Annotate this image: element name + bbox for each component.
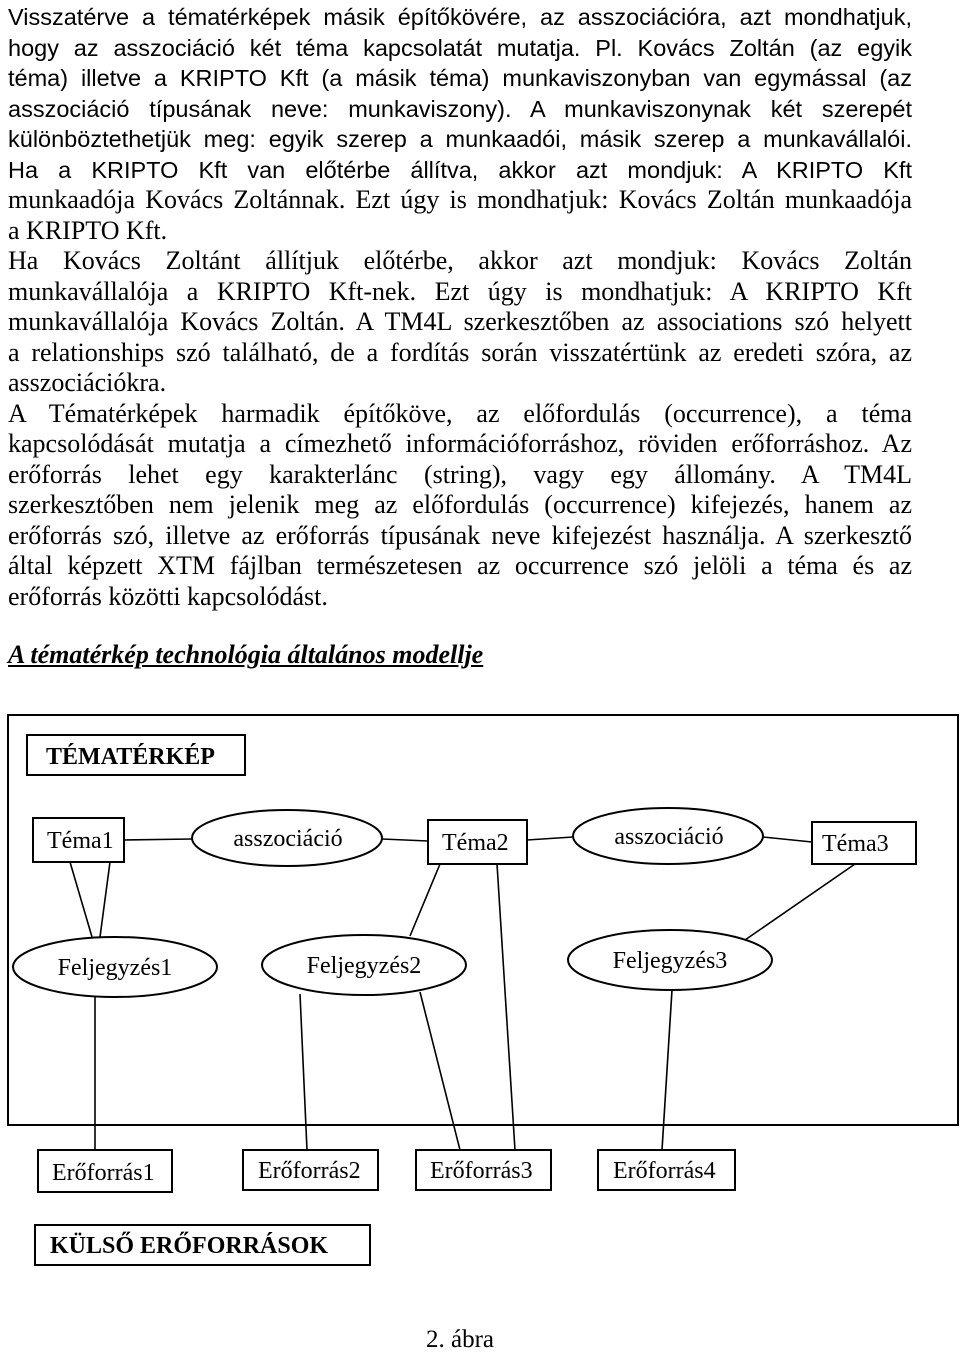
- topic1-association1-link: [124, 839, 192, 840]
- text-line: Ha a KRIPTO Kft van előtérbe állítva, akkor azt mondjuk: A KRIPTO Kft: [8, 156, 912, 183]
- text-line: Visszatérve a tématérképek másik építőkövére, az asszociációra, azt mondhatjuk,: [8, 4, 912, 30]
- paragraph-1: [8, 2, 912, 246]
- text-line: A Tématérképek harmadik építőköve, az előfordulás (occurrence), a téma: [8, 398, 912, 428]
- topic-map-diagram: [0, 700, 960, 1280]
- text-line: különböztethetjük meg: egyik szerep a munkaadói, másik szerep a munkavállalói.: [8, 126, 912, 152]
- topic-label-1: Téma1: [47, 828, 114, 854]
- text-line: erőforrás közötti kapcsolódást.: [8, 581, 328, 611]
- text-line: a KRIPTO Kft.: [8, 215, 168, 245]
- text-line: a relationships szó található, de a fordítás során visszatértünk az eredeti szóra, az: [8, 337, 912, 367]
- topic-label-3: Téma3: [822, 831, 889, 857]
- text-line: által képzett XTM fájlban természetesen az occurrence szó jelöli a téma és az: [8, 551, 912, 580]
- external-resources-label: KÜLSŐ ERŐFORRÁSOK: [50, 1233, 329, 1259]
- note2-resource2-link: [300, 994, 307, 1150]
- figure-caption: 2. ábra: [425, 1326, 495, 1353]
- note-label-3: Feljegyzés3: [612, 948, 728, 974]
- text-line: munkavállalója Kovács Zoltán. A TM4L szerkesztőben az associations szó helyett: [8, 307, 912, 336]
- text-line: Ha Kovács Zoltánt állítjuk előtérbe, akkor azt mondjuk: Kovács Zoltán: [8, 246, 912, 275]
- resource-label-2: Erőforrás2: [258, 1158, 361, 1184]
- note-label-2: Feljegyzés2: [306, 953, 422, 979]
- text-line: erőforrás szó, illetve az erőforrás típusának neve kifejezést használja. A szerkesztő: [8, 520, 912, 550]
- association-label-2: asszociáció: [614, 824, 724, 850]
- topic3-note3-link: [745, 864, 855, 940]
- association-label-1: asszociáció: [233, 826, 343, 852]
- text-line: kapcsolódását mutatja a címezhető információforráshoz, röviden erőforráshoz. Az: [8, 429, 912, 458]
- topic-label-2: Téma2: [442, 830, 509, 856]
- topic2-resource3-link: [497, 864, 515, 1150]
- text-line: asszociációkra.: [8, 368, 167, 397]
- paragraph-3: [8, 399, 912, 613]
- text-line: asszociáció típusának neve: munkaviszony). A munkaviszonynak két szerepét: [8, 95, 912, 122]
- resource-label-4: Erőforrás4: [613, 1158, 716, 1184]
- text-line: munkavállalója a KRIPTO Kft-nek. Ezt úgy is mondhatjuk: A KRIPTO Kft: [8, 276, 912, 306]
- resource-label-3: Erőforrás3: [430, 1158, 533, 1184]
- topic-map-label: TÉMATÉRKÉP: [46, 744, 215, 770]
- note-label-1: Feljegyzés1: [57, 955, 173, 981]
- paragraph-2: [8, 246, 912, 399]
- section-heading: A tématérkép technológia általános modellje: [8, 640, 484, 669]
- topic2-association2-link: [527, 837, 573, 840]
- resource-label-1: Erőforrás1: [52, 1160, 155, 1186]
- body-text: [8, 2, 912, 612]
- text-line: téma) illetve a KRIPTO Kft (a másik téma) munkaviszonyban van egymással (az: [8, 65, 912, 91]
- note2-resource3-link: [420, 992, 460, 1150]
- text-line: hogy az asszociáció két téma kapcsolatát mutatja. Pl. Kovács Zoltán (az egyik: [8, 34, 912, 61]
- topic1-note1-link: [70, 862, 92, 937]
- association1-topic2-link: [382, 839, 428, 841]
- text-line: erőforrás lehet egy karakterlánc (string), vagy egy állomány. A TM4L: [8, 459, 912, 489]
- topic1-note1-link: [100, 862, 110, 937]
- text-line: munkaadója Kovács Zoltánnak. Ezt úgy is mondhatjuk: Kovács Zoltán munkaadója: [8, 185, 912, 214]
- topic2-note2-link: [410, 864, 440, 936]
- association2-topic3-link: [763, 837, 812, 842]
- text-line: szerkesztőben nem jelenik meg az előfordulás (occurrence) kifejezés, hanem az: [8, 490, 912, 519]
- topic-map-frame: [8, 715, 958, 1125]
